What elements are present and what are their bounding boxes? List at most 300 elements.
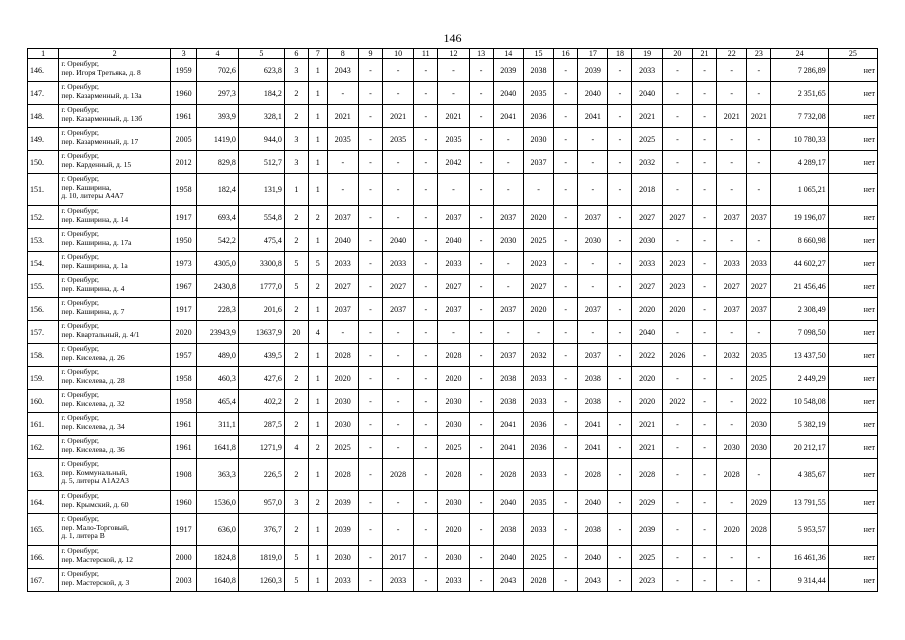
table-cell: нет <box>828 275 877 298</box>
table-cell: - <box>358 105 382 128</box>
row-number-cell: 162. <box>28 436 59 459</box>
address-cell: г. Оренбург, пер. Каширина, д. 14 <box>59 206 171 229</box>
table-cell: 2 308,49 <box>771 298 828 321</box>
row-number-cell: 160. <box>28 390 59 413</box>
table-cell: 19 196,07 <box>771 206 828 229</box>
table-cell: нет <box>828 321 877 344</box>
table-cell: 2 <box>284 206 308 229</box>
table-cell: - <box>717 151 747 174</box>
row-number-cell: 159. <box>28 367 59 390</box>
table-cell: 7 286,89 <box>771 59 828 82</box>
table-cell: 2025 <box>523 229 553 252</box>
table-cell: 2022 <box>747 390 771 413</box>
table-cell: 2035 <box>523 82 553 105</box>
table-cell: 2040 <box>493 546 523 569</box>
table-cell: 2027 <box>717 275 747 298</box>
table-cell: - <box>382 151 413 174</box>
row-number-cell: 165. <box>28 514 59 546</box>
table-cell: - <box>662 459 692 491</box>
table-cell: 297,3 <box>197 82 239 105</box>
table-row <box>28 59 878 82</box>
table-cell: - <box>693 128 717 151</box>
table-row <box>28 344 878 367</box>
address-cell: г. Оренбург, пер. Казарменный, д. 17 <box>59 128 171 151</box>
table-cell: 2 <box>284 390 308 413</box>
table-cell: - <box>662 491 692 514</box>
table-cell: нет <box>828 82 877 105</box>
table-cell: 2 <box>284 514 308 546</box>
table-cell: - <box>358 275 382 298</box>
table-cell: - <box>469 436 493 459</box>
column-header-15: 15 <box>523 49 553 59</box>
table-cell: нет <box>828 206 877 229</box>
table-cell: - <box>693 298 717 321</box>
table-cell: 1640,8 <box>197 569 239 592</box>
table-cell: 2033 <box>327 569 358 592</box>
table-cell: - <box>438 59 469 82</box>
table-cell: - <box>469 344 493 367</box>
table-cell: - <box>469 390 493 413</box>
address-cell: г. Оренбург, пер. Карденный, д. 15 <box>59 151 171 174</box>
table-cell: - <box>469 174 493 206</box>
table-cell: 2039 <box>578 59 608 82</box>
table-cell: 2025 <box>523 546 553 569</box>
table-cell: 2035 <box>327 128 358 151</box>
column-header-9: 9 <box>358 49 382 59</box>
table-cell: 2 <box>308 206 327 229</box>
table-cell: 131,9 <box>238 174 284 206</box>
table-cell: 3 <box>284 151 308 174</box>
table-cell: 427,6 <box>238 367 284 390</box>
table-cell: - <box>382 390 413 413</box>
table-cell: - <box>327 151 358 174</box>
address-cell: г. Оренбург, пер. Казарменный, д. 13б <box>59 105 171 128</box>
table-row <box>28 546 878 569</box>
table-cell: 393,9 <box>197 105 239 128</box>
table-cell: - <box>469 413 493 436</box>
table-cell: 2027 <box>327 275 358 298</box>
table-cell: 2022 <box>662 390 692 413</box>
table-cell: 2005 <box>171 128 197 151</box>
table-cell: - <box>493 174 523 206</box>
table-cell: 4 <box>284 436 308 459</box>
table-cell: - <box>358 321 382 344</box>
table-cell: - <box>469 206 493 229</box>
column-header-23: 23 <box>747 49 771 59</box>
table-cell: 2030 <box>632 229 662 252</box>
table-row <box>28 367 878 390</box>
table-cell: - <box>554 275 578 298</box>
table-cell: 44 602,27 <box>771 252 828 275</box>
address-cell: г. Оренбург, пер. Мало-Торговый, д. 1, литера В <box>59 514 171 546</box>
table-row <box>28 206 878 229</box>
table-cell: - <box>717 569 747 592</box>
table-cell: 2 <box>284 413 308 436</box>
table-cell: 829,8 <box>197 151 239 174</box>
table-cell: 2037 <box>717 206 747 229</box>
table-cell: 1960 <box>171 82 197 105</box>
address-cell: г. Оренбург, пер. Коммунальный, д. 5, литеры А1А2А3 <box>59 459 171 491</box>
table-cell: - <box>554 514 578 546</box>
table-cell: 1957 <box>171 344 197 367</box>
table-cell: 1 <box>308 59 327 82</box>
table-cell: 5 <box>284 569 308 592</box>
table-cell: - <box>382 321 413 344</box>
table-cell: 1777,0 <box>238 275 284 298</box>
table-cell: - <box>693 367 717 390</box>
table-cell: - <box>693 344 717 367</box>
table-cell: 1961 <box>171 413 197 436</box>
table-cell: 2018 <box>632 174 662 206</box>
table-cell: - <box>469 229 493 252</box>
table-cell: - <box>414 59 438 82</box>
table-cell: 2021 <box>717 105 747 128</box>
table-cell: 1 <box>308 546 327 569</box>
table-cell: - <box>608 546 632 569</box>
column-header-3: 3 <box>171 49 197 59</box>
table-cell: - <box>608 151 632 174</box>
column-header-17: 17 <box>578 49 608 59</box>
table-cell: - <box>693 413 717 436</box>
table-cell: - <box>414 229 438 252</box>
table-cell: - <box>358 252 382 275</box>
address-cell: г. Оренбург, пер. Квартальный, д. 4/1 <box>59 321 171 344</box>
table-cell: - <box>414 252 438 275</box>
table-cell: 2020 <box>717 514 747 546</box>
table-cell: 2037 <box>327 206 358 229</box>
table-cell: - <box>554 569 578 592</box>
table-cell: 1 <box>308 229 327 252</box>
table-cell: - <box>358 459 382 491</box>
table-cell: - <box>358 569 382 592</box>
table-cell: - <box>693 174 717 206</box>
table-row <box>28 128 878 151</box>
address-cell: г. Оренбург, пер. Киселева, д. 26 <box>59 344 171 367</box>
column-header-7: 7 <box>308 49 327 59</box>
column-header-1: 1 <box>28 49 59 59</box>
table-cell: - <box>469 82 493 105</box>
table-cell: - <box>414 151 438 174</box>
table-cell: 2037 <box>382 298 413 321</box>
address-cell: г. Оренбург, пер. Киселева, д. 28 <box>59 367 171 390</box>
table-cell: 1536,0 <box>197 491 239 514</box>
table-cell: - <box>358 82 382 105</box>
table-cell: 2033 <box>717 252 747 275</box>
table-cell: 2037 <box>438 206 469 229</box>
table-cell: - <box>662 151 692 174</box>
table-cell: 2025 <box>632 546 662 569</box>
table-row <box>28 514 878 546</box>
table-cell: 2040 <box>578 491 608 514</box>
row-number-cell: 155. <box>28 275 59 298</box>
table-cell: 2020 <box>632 390 662 413</box>
table-cell: - <box>578 321 608 344</box>
table-cell: 1958 <box>171 174 197 206</box>
table-cell: - <box>693 206 717 229</box>
table-cell: 623,8 <box>238 59 284 82</box>
row-number-cell: 166. <box>28 546 59 569</box>
table-cell: 2028 <box>327 344 358 367</box>
table-cell: - <box>554 344 578 367</box>
table-cell: - <box>358 514 382 546</box>
table-cell: - <box>662 546 692 569</box>
table-cell: - <box>608 59 632 82</box>
table-cell: 20 212,17 <box>771 436 828 459</box>
table-cell: - <box>608 344 632 367</box>
table-cell: 402,2 <box>238 390 284 413</box>
table-cell: - <box>608 82 632 105</box>
table-cell: - <box>717 367 747 390</box>
table-cell: 2023 <box>523 252 553 275</box>
row-number-cell: 167. <box>28 569 59 592</box>
column-header-4: 4 <box>197 49 239 59</box>
table-cell: - <box>608 275 632 298</box>
table-cell: 2000 <box>171 546 197 569</box>
table-cell: 228,3 <box>197 298 239 321</box>
table-cell: - <box>469 151 493 174</box>
table-cell: - <box>747 128 771 151</box>
table-cell: 2033 <box>523 514 553 546</box>
table-cell: - <box>327 174 358 206</box>
table-cell: 2033 <box>327 252 358 275</box>
table-cell: - <box>693 491 717 514</box>
table-cell: - <box>414 128 438 151</box>
table-cell: 182,4 <box>197 174 239 206</box>
table-cell: 2035 <box>523 491 553 514</box>
table-cell: 5 382,19 <box>771 413 828 436</box>
table-cell: - <box>493 275 523 298</box>
table-cell: 2038 <box>493 514 523 546</box>
table-cell: 2039 <box>632 514 662 546</box>
table-cell: - <box>554 128 578 151</box>
table-cell: 2040 <box>578 546 608 569</box>
table-cell: 636,0 <box>197 514 239 546</box>
table-cell: - <box>608 206 632 229</box>
table-cell: 957,0 <box>238 491 284 514</box>
table-cell: 2037 <box>717 298 747 321</box>
column-header-14: 14 <box>493 49 523 59</box>
table-cell: 311,1 <box>197 413 239 436</box>
table-cell: нет <box>828 298 877 321</box>
table-cell: 2039 <box>327 514 358 546</box>
table-cell: 8 660,98 <box>771 229 828 252</box>
table-cell: 554,8 <box>238 206 284 229</box>
table-cell: 2033 <box>747 252 771 275</box>
table-cell: 2003 <box>171 569 197 592</box>
table-cell: 1961 <box>171 436 197 459</box>
table-cell: 287,5 <box>238 413 284 436</box>
row-number-cell: 163. <box>28 459 59 491</box>
table-cell: 2032 <box>632 151 662 174</box>
table-cell: 2038 <box>578 367 608 390</box>
table-cell: 2028 <box>632 459 662 491</box>
table-cell: - <box>717 491 747 514</box>
table-cell: - <box>717 390 747 413</box>
table-cell: 5 <box>284 252 308 275</box>
table-cell: - <box>608 436 632 459</box>
table-cell: - <box>578 128 608 151</box>
column-header-2: 2 <box>59 49 171 59</box>
row-number-cell: 158. <box>28 344 59 367</box>
table-cell: 2 <box>284 298 308 321</box>
table-cell: - <box>493 128 523 151</box>
table-cell: - <box>523 174 553 206</box>
table-cell: 2030 <box>438 390 469 413</box>
table-cell: 693,4 <box>197 206 239 229</box>
address-cell: г. Оренбург, пер. Каширина, д. 10, литеры А4А7 <box>59 174 171 206</box>
table-cell: 2037 <box>493 344 523 367</box>
table-cell: 2 351,65 <box>771 82 828 105</box>
table-cell: 2020 <box>327 367 358 390</box>
table-cell: 2037 <box>578 344 608 367</box>
table-cell: 1 <box>308 514 327 546</box>
table-cell: - <box>554 491 578 514</box>
table-cell: - <box>382 367 413 390</box>
table-cell: - <box>414 174 438 206</box>
table-cell: 2030 <box>438 491 469 514</box>
table-cell: 2030 <box>493 229 523 252</box>
table-cell: - <box>717 128 747 151</box>
table-cell: 1917 <box>171 206 197 229</box>
table-cell: нет <box>828 151 877 174</box>
table-cell: - <box>438 321 469 344</box>
table-cell: - <box>493 151 523 174</box>
table-cell: 2030 <box>438 546 469 569</box>
table-cell: нет <box>828 491 877 514</box>
row-number-cell: 147. <box>28 82 59 105</box>
table-cell: 1958 <box>171 390 197 413</box>
table-cell: 2038 <box>493 390 523 413</box>
table-cell: - <box>747 229 771 252</box>
address-cell: г. Оренбург, пер. Мастерской, д. 12 <box>59 546 171 569</box>
table-cell: 7 732,08 <box>771 105 828 128</box>
table-cell: 2028 <box>327 459 358 491</box>
table-cell: - <box>608 298 632 321</box>
table-cell: 2 <box>308 491 327 514</box>
table-cell: 2030 <box>438 413 469 436</box>
address-cell: г. Оренбург, пер. Киселева, д. 34 <box>59 413 171 436</box>
table-cell: - <box>693 436 717 459</box>
table-cell: 2037 <box>327 298 358 321</box>
table-cell: - <box>693 105 717 128</box>
table-cell: - <box>693 151 717 174</box>
table-cell: 2023 <box>662 252 692 275</box>
table-cell: 2021 <box>632 413 662 436</box>
table-cell: 2033 <box>523 367 553 390</box>
table-row <box>28 491 878 514</box>
table-cell: 2027 <box>523 275 553 298</box>
table-cell: - <box>717 413 747 436</box>
table-cell: 2037 <box>747 298 771 321</box>
table-cell: - <box>554 459 578 491</box>
table-cell: - <box>608 569 632 592</box>
table-cell: 2020 <box>523 298 553 321</box>
table-cell: нет <box>828 252 877 275</box>
table-cell: - <box>382 436 413 459</box>
table-cell: - <box>358 174 382 206</box>
table-cell: 2032 <box>523 344 553 367</box>
table-cell: - <box>747 151 771 174</box>
table-cell: - <box>414 413 438 436</box>
table-cell: - <box>469 491 493 514</box>
table-cell: - <box>693 546 717 569</box>
table-cell: нет <box>828 344 877 367</box>
table-cell: - <box>358 206 382 229</box>
table-cell: 2021 <box>632 436 662 459</box>
table-cell: 1973 <box>171 252 197 275</box>
table-cell: 2037 <box>578 298 608 321</box>
column-header-8: 8 <box>327 49 358 59</box>
table-cell: - <box>554 105 578 128</box>
table-cell: 5 953,57 <box>771 514 828 546</box>
table-cell: - <box>554 367 578 390</box>
table-cell: 2028 <box>438 459 469 491</box>
table-cell: - <box>414 344 438 367</box>
table-cell: - <box>438 82 469 105</box>
table-cell: 2039 <box>327 491 358 514</box>
table-row <box>28 390 878 413</box>
table-cell: - <box>358 436 382 459</box>
table-cell: 1271,9 <box>238 436 284 459</box>
column-header-12: 12 <box>438 49 469 59</box>
table-cell: нет <box>828 174 877 206</box>
table-cell: 2033 <box>382 569 413 592</box>
table-cell: - <box>693 275 717 298</box>
table-row <box>28 436 878 459</box>
table-cell: - <box>554 252 578 275</box>
table-cell: 2033 <box>632 252 662 275</box>
table-cell: - <box>554 546 578 569</box>
table-cell: 2030 <box>578 229 608 252</box>
table-cell: 2025 <box>747 367 771 390</box>
row-number-cell: 150. <box>28 151 59 174</box>
row-number-cell: 156. <box>28 298 59 321</box>
column-header-11: 11 <box>414 49 438 59</box>
table-body <box>28 59 878 592</box>
table-cell: 2028 <box>717 459 747 491</box>
column-header-6: 6 <box>284 49 308 59</box>
table-cell: 2036 <box>523 436 553 459</box>
address-cell: г. Оренбург, пер. Каширина, д. 1а <box>59 252 171 275</box>
address-cell: г. Оренбург, пер. Каширина, д. 7 <box>59 298 171 321</box>
row-number-cell: 148. <box>28 105 59 128</box>
table-cell: - <box>382 413 413 436</box>
table-cell: 13637,9 <box>238 321 284 344</box>
table-cell: - <box>554 436 578 459</box>
table-cell: 1824,8 <box>197 546 239 569</box>
table-row <box>28 229 878 252</box>
table-cell: - <box>358 151 382 174</box>
table-cell: 2025 <box>632 128 662 151</box>
table-cell: - <box>382 344 413 367</box>
table-cell: - <box>493 252 523 275</box>
table-cell: - <box>414 105 438 128</box>
table-cell: - <box>578 252 608 275</box>
table-cell: - <box>414 82 438 105</box>
table-cell: 1 <box>284 174 308 206</box>
table-cell: - <box>608 514 632 546</box>
table-cell: 1419,0 <box>197 128 239 151</box>
table-cell: 2030 <box>523 128 553 151</box>
table-cell: - <box>414 390 438 413</box>
table-cell: - <box>358 298 382 321</box>
table-cell: 7 098,50 <box>771 321 828 344</box>
table-cell: - <box>414 367 438 390</box>
table-cell: - <box>554 82 578 105</box>
table-cell: - <box>608 390 632 413</box>
table-cell: 16 461,36 <box>771 546 828 569</box>
table-cell: - <box>554 413 578 436</box>
